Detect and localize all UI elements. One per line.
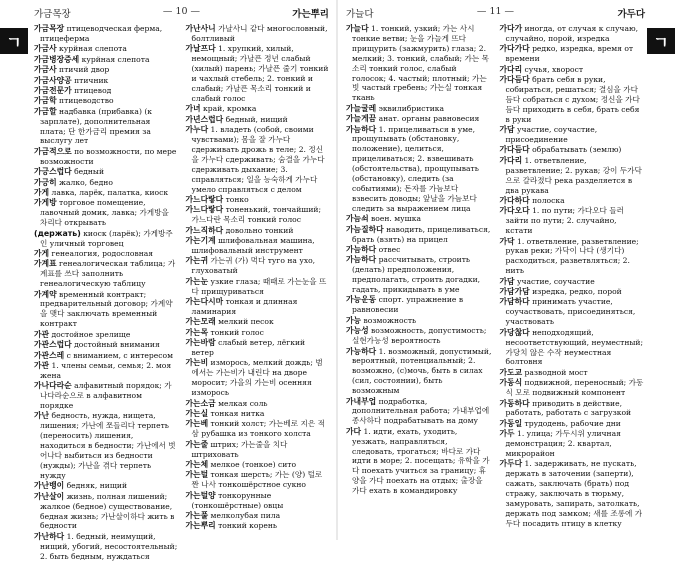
entry-headword: 가는기계 bbox=[185, 236, 216, 246]
dictionary-entry bbox=[34, 96, 178, 106]
left-column-2 bbox=[186, 24, 330, 536]
entry-translation: птицевод bbox=[74, 85, 112, 95]
dictionary-entry bbox=[500, 75, 646, 125]
entry-translation: брать себя в руки, собираться, решаться; 결심을 가다듬다 собраться с духом; 정신을 가다듬다 приходить в себя, брать себя в руки bbox=[505, 75, 640, 124]
entry-translation: по возможности, по мере возможности bbox=[40, 146, 177, 166]
entry-headword: 가는털양 bbox=[185, 490, 216, 500]
entry-translation: воен. мушка bbox=[371, 214, 421, 224]
entry-headword: 가늠하다 bbox=[346, 244, 377, 254]
entry-translation: узкие глаза; 때때로 가는눈을 뜨다 прищуриваться bbox=[191, 276, 327, 296]
entry-translation: тоненький, тончайший; 가느다란 목소리 тонкий голос bbox=[191, 205, 321, 225]
entry-headword: 가느다랗다 bbox=[185, 205, 224, 215]
dictionary-entry bbox=[186, 399, 330, 409]
entry-translation: надбавка (прибавка) (к зарплате), дополнительная плата; 단 한가금리 премия за выслугу лет bbox=[40, 106, 153, 146]
dictionary-entry bbox=[346, 347, 492, 397]
dictionary-entry bbox=[186, 226, 330, 236]
dictionary-entry bbox=[346, 326, 492, 346]
right-thumb-index-tab: ㄱ bbox=[647, 28, 675, 54]
entry-headword: 가당찮다 bbox=[499, 327, 530, 337]
dictionary-entry bbox=[34, 24, 178, 44]
entry-translation: иногда, от случая к случаю, случайно, порой, изредка bbox=[505, 24, 638, 43]
dictionary-entry bbox=[34, 330, 178, 340]
entry-headword: 가다리 bbox=[499, 64, 523, 74]
dictionary-entry bbox=[346, 114, 492, 124]
entry-translation: бедняк, нищий bbox=[66, 481, 128, 491]
entry-headword: 가는털 bbox=[185, 470, 209, 480]
entry-translation: наводить, прицеливаться, брать (взять) на прицел bbox=[352, 224, 491, 244]
entry-translation: бедный bbox=[74, 167, 105, 177]
entry-translation: сучья, хворост bbox=[524, 64, 584, 74]
entry-headword: 가닥 bbox=[499, 236, 515, 246]
entry-headword: 가두다 bbox=[499, 459, 523, 469]
dictionary-entry bbox=[186, 297, 330, 317]
dictionary-entry bbox=[186, 338, 330, 358]
entry-headword: 가동식 bbox=[499, 378, 523, 388]
dictionary-entry bbox=[34, 249, 178, 259]
dictionary-entry bbox=[500, 429, 646, 459]
entry-headword: 가는뿌리 bbox=[185, 521, 216, 531]
entry-translation: приводить в действие, работать, работать с загрузкой bbox=[505, 398, 632, 418]
entry-headword: 가게방 bbox=[34, 198, 57, 208]
entry-translation: 1. задерживать, не пускать, держать в заточении (заперти), сажать, заключать (брать) под стражу, заключать в тюрьму, замуровать, запирать, затолкать, держать под замком; 새를 조롱에 가두다 посадить птицу в клетку bbox=[505, 459, 643, 528]
entry-headword: 가다 bbox=[346, 426, 362, 436]
dictionary-entry bbox=[34, 55, 178, 65]
dictionary-entry bbox=[186, 205, 330, 225]
entry-translation: тонкий корень bbox=[218, 521, 278, 531]
entry-headword: 가금사 bbox=[34, 65, 57, 75]
entry-translation: изредка, редко, порой bbox=[532, 287, 622, 297]
entry-translation: разводной мост bbox=[524, 367, 588, 377]
dictionary-entry bbox=[346, 104, 492, 114]
dictionary-entry bbox=[500, 287, 646, 297]
entry-translation: мелкий песок bbox=[218, 317, 274, 327]
dictionary-entry bbox=[500, 399, 646, 419]
dictionary-entry bbox=[34, 340, 178, 350]
dictionary-entry bbox=[186, 511, 330, 521]
dictionary-entry bbox=[500, 145, 646, 155]
entry-translation: 1. тонкий, узкий; 가는 사시 тонкие ветви; 눈을 가늘게 뜨다 прищурить (зажмурить) глаза; 2. мелкий; 3. тонкий, слабый; 가는 목소리 тонкий голос, слабый голосок; 4. частый; плотный; 가는 빗 частый гребень; 가는실 тонкая ткань bbox=[352, 24, 489, 103]
entry-headword: 가난 bbox=[34, 411, 50, 421]
entry-headword: 가관스럽다 bbox=[34, 340, 72, 350]
entry-translation: курйная слепота bbox=[81, 54, 150, 64]
right-page-number: — 11 — bbox=[476, 6, 515, 17]
entry-translation: бедность, нужда, нищета, лишения; 가난에 쪼들리다 терпеть (переносить) лишения, находиться в бедности; 가난에서 벗어나다 выбиться из бедности (нужды); 가난을 겪다 терпеть нужду bbox=[40, 411, 176, 480]
entry-translation: алфавитный порядок; 가나다라순으로 в алфавитном порядке bbox=[40, 381, 172, 411]
left-page-columns bbox=[34, 24, 329, 561]
dictionary-entry bbox=[500, 459, 646, 528]
dictionary-entry bbox=[500, 277, 646, 287]
entry-translation: подработка, дополнительная работа; 가내부업에 종사하다 подрабатывать на дому bbox=[352, 396, 490, 426]
entry-headword: 가누다 bbox=[185, 125, 209, 135]
entry-translation: бедный, нищий bbox=[225, 114, 288, 124]
entry-translation: 1. бедный, неимущий, нищий, убогий, несостоятельный; 2. быть бедным, нуждаться bbox=[40, 531, 178, 561]
dictionary-entry bbox=[34, 229, 178, 249]
dictionary-entry bbox=[186, 236, 330, 256]
entry-translation: генеалогия, родословная bbox=[51, 248, 154, 258]
entry-headword: 가는눈 bbox=[185, 276, 209, 286]
entry-translation: мелкое (тонкое) сито bbox=[210, 459, 297, 469]
entry-headword: 가능 bbox=[346, 315, 362, 325]
dictionary-entry bbox=[500, 125, 646, 145]
entry-translation: обрабатывать (землю) bbox=[532, 145, 622, 155]
entry-headword: 가늠하다 bbox=[346, 124, 377, 134]
dictionary-entry bbox=[500, 378, 646, 398]
entry-translation: временный контракт; предварительный договор; 가계약을 맺다 заключать временный контракт bbox=[40, 289, 173, 329]
dictionary-entry bbox=[186, 521, 330, 531]
entry-translation: 1. ответвление, разветвление; рукав реки; 가닥이 나다 (생기다) расходиться, разветвляться; 2. нить bbox=[505, 236, 639, 276]
dictionary-entry bbox=[34, 290, 178, 330]
dictionary-entry bbox=[500, 368, 646, 378]
entry-translation: 1. хрупкий, хилый, немощный; 가날픈 정년 слабый (хилый) парень; 가날픈 줄기 тонкий и чахлый стебель; 2. тонкий и слабый; 가날픈 목소리 тонкий и слабый голос bbox=[191, 44, 329, 103]
dictionary-entry bbox=[34, 44, 178, 54]
dictionary-entry bbox=[34, 76, 178, 86]
dictionary-entry bbox=[346, 427, 492, 496]
entry-translation: участие, соучастие bbox=[517, 276, 595, 286]
dictionary-entry bbox=[500, 419, 646, 429]
entry-headword: 가난하다 bbox=[34, 531, 65, 541]
left-header-last-word: 가는뿌리 bbox=[292, 9, 329, 20]
dictionary-entry bbox=[186, 419, 330, 439]
right-header-last-word: 가두다 bbox=[617, 9, 645, 20]
entry-headword: 가담 bbox=[499, 276, 515, 286]
dictionary-entry bbox=[186, 277, 330, 297]
dictionary-entry bbox=[34, 481, 178, 491]
dictionary-entry bbox=[34, 188, 178, 198]
dictionary-entry bbox=[186, 125, 330, 194]
entry-translation: птичий двор bbox=[59, 65, 110, 75]
right-page-header bbox=[346, 4, 645, 20]
entry-headword: 가는비 bbox=[185, 358, 209, 368]
entry-translation: принимать участие, соучаствовать, присоединяться, участвовать bbox=[505, 297, 636, 327]
entry-translation: 1. владеть (собой, своими чувствами); 몸을 잘 가누다 сдерживать дрожь в теле; 2. 정신을 가누다 сдерживать; 숨결을 가누다 сдерживать дыхание; 3. справляться; 일을 능숙하게 가누다 умело справляться с делом bbox=[191, 125, 325, 194]
entry-translation: спорт. упражнение в равновесии bbox=[352, 295, 464, 315]
entry-translation: возможность, допустимость; 실현가능성 вероятность bbox=[352, 326, 487, 346]
dictionary-entry bbox=[500, 196, 646, 206]
entry-headword: 가년스럽다 bbox=[185, 114, 224, 124]
dictionary-entry bbox=[186, 460, 330, 470]
entry-headword: 가내부업 bbox=[346, 396, 377, 406]
right-page bbox=[338, 0, 675, 540]
entry-headword: 가는풀 bbox=[185, 511, 209, 520]
entry-headword: 가다듬다 bbox=[499, 145, 530, 155]
entry-translation: 1. ответвление, разветвление; 2. рукав; 강이 두가닥으로 갈라졌다 река разделяется в два рукава bbox=[505, 155, 642, 195]
entry-translation: трудодень, рабочие дни bbox=[524, 418, 621, 428]
entry-headword: 가담 bbox=[499, 125, 515, 135]
entry-translation: 1. прицеливаться в уме, прощупывать (обстановку, положение), целиться, прицеливаться; 2. взвешивать (обстоятельства), прощупывать (обстановку), следить (за событиями); 돈자를 가늠보다 взвесить доводы; 앞날을 가늠보다 следить за выражением лица bbox=[352, 124, 479, 213]
entry-translation: возможность bbox=[363, 315, 417, 325]
dictionary-entry bbox=[34, 107, 178, 147]
entry-headword: 가두 bbox=[499, 429, 515, 439]
entry-headword: 가는체 bbox=[185, 459, 209, 469]
entry-headword: 가금할 bbox=[34, 106, 57, 116]
entry-headword: 가난사니 bbox=[185, 24, 216, 33]
entry-headword: 가능성 bbox=[346, 326, 369, 336]
dictionary-entry bbox=[346, 24, 492, 103]
entry-headword: 가관 bbox=[34, 329, 50, 339]
dictionary-entry bbox=[34, 147, 178, 167]
entry-headword: 가계약 bbox=[34, 289, 57, 299]
dictionary-entry bbox=[34, 532, 178, 562]
dictionary-entry bbox=[346, 214, 492, 224]
entry-translation: штрих; 가는줄을 치다 штриховать bbox=[191, 439, 288, 459]
dictionary-entry bbox=[346, 245, 492, 255]
entry-translation: отвес bbox=[378, 244, 401, 254]
dictionary-entry bbox=[500, 44, 646, 64]
dictionary-entry bbox=[346, 255, 492, 295]
dictionary-entry bbox=[186, 104, 330, 114]
entry-translation: край, кромка bbox=[203, 104, 257, 114]
entry-translation: генеалогическая таблица; 가계표를 쓰다 заполнить генеалогическую таблицу bbox=[40, 259, 176, 289]
entry-translation: торговое помещение, лавочный домик, лавка; 가게방을 차리다 открывать bbox=[40, 198, 169, 228]
entry-translation: тонкая нитка bbox=[210, 408, 265, 418]
dictionary-entry bbox=[500, 156, 646, 196]
entry-translation: неподходящий, несоответствующий, неуместный; 가당치 않은 수작 неуместная болтовня bbox=[505, 327, 644, 367]
dictionary-entry bbox=[346, 295, 492, 315]
left-page-header bbox=[34, 4, 329, 20]
entry-headword: 가금전문가 bbox=[34, 85, 72, 95]
dictionary-entry bbox=[186, 440, 330, 460]
dictionary-entry bbox=[34, 492, 178, 532]
entry-headword: 가긍히 bbox=[34, 177, 57, 187]
entry-headword: 가늠쇠 bbox=[346, 214, 369, 224]
entry-headword: 가관 bbox=[34, 360, 50, 370]
entry-headword: 가다리 bbox=[499, 155, 523, 165]
dictionary-entry bbox=[500, 65, 646, 75]
entry-headword: 가다가 bbox=[499, 24, 523, 33]
entry-translation: птицеводческая ферма, птицеферма bbox=[40, 24, 163, 43]
entry-translation: жизнь, полная лишений; жалкое (бедное) существование, бедная жизнь; 가난살이하다 жить в бедности bbox=[40, 491, 175, 531]
left-page bbox=[0, 0, 337, 561]
right-column-2 bbox=[500, 24, 646, 536]
dictionary-entry bbox=[186, 358, 330, 398]
left-thumb-index-tab: ㄱ bbox=[0, 28, 28, 54]
entry-headword: 가늘굴레 bbox=[346, 103, 377, 113]
entry-translation: жалко, бедно bbox=[59, 177, 113, 187]
entry-translation: шлифовальная машина, шлифовальный инструмент bbox=[191, 236, 315, 255]
dictionary-entry bbox=[186, 195, 330, 205]
entry-translation: довольно тонкий bbox=[225, 225, 294, 235]
dictionary-entry bbox=[34, 86, 178, 96]
entry-headword: 가녀 bbox=[185, 104, 201, 114]
entry-headword: 가는다시마 bbox=[185, 296, 224, 306]
entry-translation: полоска bbox=[532, 195, 565, 205]
entry-headword: 가다하다 bbox=[499, 195, 530, 205]
entry-translation: подвижной, переносный; 가동식 모로 подвижный компонент bbox=[505, 378, 644, 398]
entry-headword: 가날프다 bbox=[185, 44, 216, 54]
entry-translation: эквилибристика bbox=[378, 103, 445, 113]
dictionary-entry bbox=[346, 397, 492, 427]
entry-headword: 가게 bbox=[34, 188, 50, 197]
entry-headword: 가는베 bbox=[185, 419, 209, 429]
dictionary-entry bbox=[186, 491, 330, 511]
entry-headword: 가금사 bbox=[34, 44, 57, 54]
dictionary-entry bbox=[34, 198, 178, 228]
entry-translation: рассчитывать, строить (делать) предположения, предполагать, строить догадки, гадать, прикидывать в уме bbox=[352, 255, 481, 295]
entry-translation: птицеводство bbox=[59, 96, 114, 106]
entry-translation: тонкий холст; 가는베로 지은 적삼 рубашка из тонкого холста bbox=[191, 419, 325, 439]
entry-headword: 가동일 bbox=[499, 418, 523, 428]
entry-headword: 가금적으로 bbox=[34, 146, 72, 156]
dictionary-entry bbox=[34, 259, 178, 289]
entry-headword: 가능하다 bbox=[346, 346, 377, 356]
entry-translation: тонко bbox=[225, 194, 249, 204]
dictionary-entry bbox=[34, 178, 178, 188]
entry-headword: 가늠하다 bbox=[346, 255, 377, 265]
entry-translation: 1. улица; 가두시위 уличная демонстрация; 2. квартал, микрорайон bbox=[505, 429, 621, 459]
entry-headword: 가늠질하다 bbox=[346, 224, 384, 234]
dictionary-entry bbox=[34, 351, 178, 361]
dictionary-entry bbox=[186, 328, 330, 338]
right-page-columns bbox=[346, 24, 645, 536]
right-header-first-word: 가늘다 bbox=[346, 9, 374, 20]
entry-headword: 가게 bbox=[34, 248, 50, 258]
entry-headword: 가느직하다 bbox=[185, 225, 224, 235]
entry-headword: (держать) bbox=[34, 228, 81, 238]
dictionary-entry bbox=[500, 297, 646, 327]
dictionary-entry bbox=[186, 44, 330, 103]
entry-translation: тонкий голос bbox=[210, 327, 264, 337]
entry-translation: киоск (ларёк); 가게방주인 уличный торговец bbox=[40, 228, 173, 248]
entry-translation: тонкорунные (тонкошёрстные) овцы bbox=[191, 490, 284, 510]
entry-headword: 가다듬다 bbox=[499, 75, 530, 85]
entry-headword: 가금목장 bbox=[34, 24, 65, 33]
entry-headword: 가금병장증세 bbox=[34, 54, 80, 64]
entry-translation: анат. органы равновесия bbox=[378, 114, 480, 124]
entry-headword: 가담가담 bbox=[499, 287, 530, 297]
entry-translation: 1. возможный, допустимый, вероятный, потенциальный; 2. возможно, (с)мочь, быть в силах (сил, состоянии), быть возможным bbox=[352, 346, 492, 396]
entry-translation: мелколубая пила bbox=[210, 511, 281, 520]
entry-headword: 가난뱅이 bbox=[34, 481, 65, 491]
dictionary-entry bbox=[346, 316, 492, 326]
dictionary-entry bbox=[34, 167, 178, 177]
entry-headword: 가는소금 bbox=[185, 398, 216, 408]
entry-translation: достойное зрелище bbox=[51, 329, 131, 339]
entry-headword: 가금사양공 bbox=[34, 75, 72, 85]
entry-headword: 가늘게끔 bbox=[346, 114, 377, 124]
dictionary-entry bbox=[186, 470, 330, 490]
entry-translation: 1. идти, ехать, уходить, уезжать, направляться, следовать, трогаться; 바다로 가다 идти в море; 2. посещать; 유학을 가다 поехать учиться за границу; 휴양을 가다 поехать на отдых; 출장을 가다 ехать в командировку bbox=[352, 426, 490, 496]
entry-headword: 가동하다 bbox=[499, 398, 530, 408]
dictionary-entry bbox=[186, 409, 330, 419]
entry-headword: 가느다랗다 bbox=[185, 194, 224, 204]
left-header-first-word: 가금목장 bbox=[34, 9, 71, 20]
entry-translation: тонкая шерсть; 가는 (양) 털로 짠 나사 тонкошёрстное сукно bbox=[191, 470, 323, 490]
entry-translation: достойный внимания bbox=[74, 340, 160, 350]
entry-headword: 가금학 bbox=[34, 96, 57, 106]
dictionary-entry bbox=[500, 206, 646, 236]
entry-headword: 가담하다 bbox=[499, 297, 530, 307]
entry-headword: 가관스레 bbox=[34, 350, 65, 360]
left-column-1 bbox=[34, 24, 178, 561]
entry-headword: 가는줄 bbox=[185, 439, 209, 449]
entry-headword: 가나다라순 bbox=[34, 381, 72, 391]
entry-headword: 가능운동 bbox=[346, 295, 377, 305]
left-page-number: — 10 — bbox=[162, 6, 201, 17]
entry-translation: 가날사니 같다 многословный, болтливый bbox=[191, 24, 328, 43]
entry-translation: лавка, ларёк, палатка, киоск bbox=[51, 188, 169, 197]
entry-translation: 1. по пути; 가다오다 들러 зайти по пути; 2. случайно, кстати bbox=[505, 206, 624, 236]
dictionary-entry bbox=[500, 237, 646, 277]
right-column-1 bbox=[346, 24, 492, 536]
entry-headword: 가는모래 bbox=[185, 317, 216, 327]
entry-headword: 가는바람 bbox=[185, 338, 216, 348]
entry-headword: 가늘다 bbox=[346, 24, 369, 33]
dictionary-entry bbox=[346, 225, 492, 245]
entry-headword: 가는목 bbox=[185, 327, 209, 337]
dictionary-entry bbox=[186, 24, 330, 44]
entry-headword: 가다가다 bbox=[499, 44, 530, 54]
entry-headword: 가는귀 bbox=[185, 256, 209, 266]
entry-translation: слабый ветер, лёгкий ветер bbox=[191, 338, 306, 357]
dictionary-entry bbox=[186, 256, 330, 276]
entry-translation: редко, изредка, время от времени bbox=[505, 44, 634, 64]
dictionary-entry bbox=[34, 381, 178, 411]
entry-headword: 가다오다 bbox=[499, 206, 530, 216]
dictionary-entry bbox=[34, 411, 178, 480]
entry-headword: 가도교 bbox=[499, 367, 523, 377]
entry-translation: изморось, мелкий дождь; 범에서는 가는비가 내린다 на дворе моросит; 가을의 가는비 осенняя изморось bbox=[191, 358, 323, 398]
entry-translation: птичник bbox=[74, 75, 109, 85]
dictionary-entry bbox=[186, 317, 330, 327]
entry-translation: курйная слепота bbox=[59, 44, 127, 54]
entry-headword: 가긍스럽다 bbox=[34, 167, 72, 177]
dictionary-entry bbox=[500, 24, 646, 44]
entry-translation: 1. члены семьи, семья; 2. моя жена bbox=[40, 360, 172, 380]
entry-translation: 가는귀 (가) 먹다 туго на ухо, глуховатый bbox=[191, 256, 316, 276]
entry-headword: 가는실 bbox=[185, 408, 209, 418]
dictionary-entry bbox=[34, 361, 178, 381]
entry-translation: мелкая соль bbox=[218, 398, 268, 408]
entry-translation: с вниманием, с интересом bbox=[66, 350, 173, 360]
entry-translation: тонкая и длинная ламинария bbox=[191, 296, 298, 316]
entry-translation: участие, соучастие, присоединение bbox=[505, 125, 598, 144]
entry-headword: 가난살이 bbox=[34, 491, 65, 501]
dictionary-entry bbox=[34, 65, 178, 75]
dictionary-entry bbox=[186, 115, 330, 125]
dictionary-entry bbox=[346, 125, 492, 214]
dictionary-entry bbox=[500, 328, 646, 368]
entry-headword: 가계표 bbox=[34, 259, 57, 269]
